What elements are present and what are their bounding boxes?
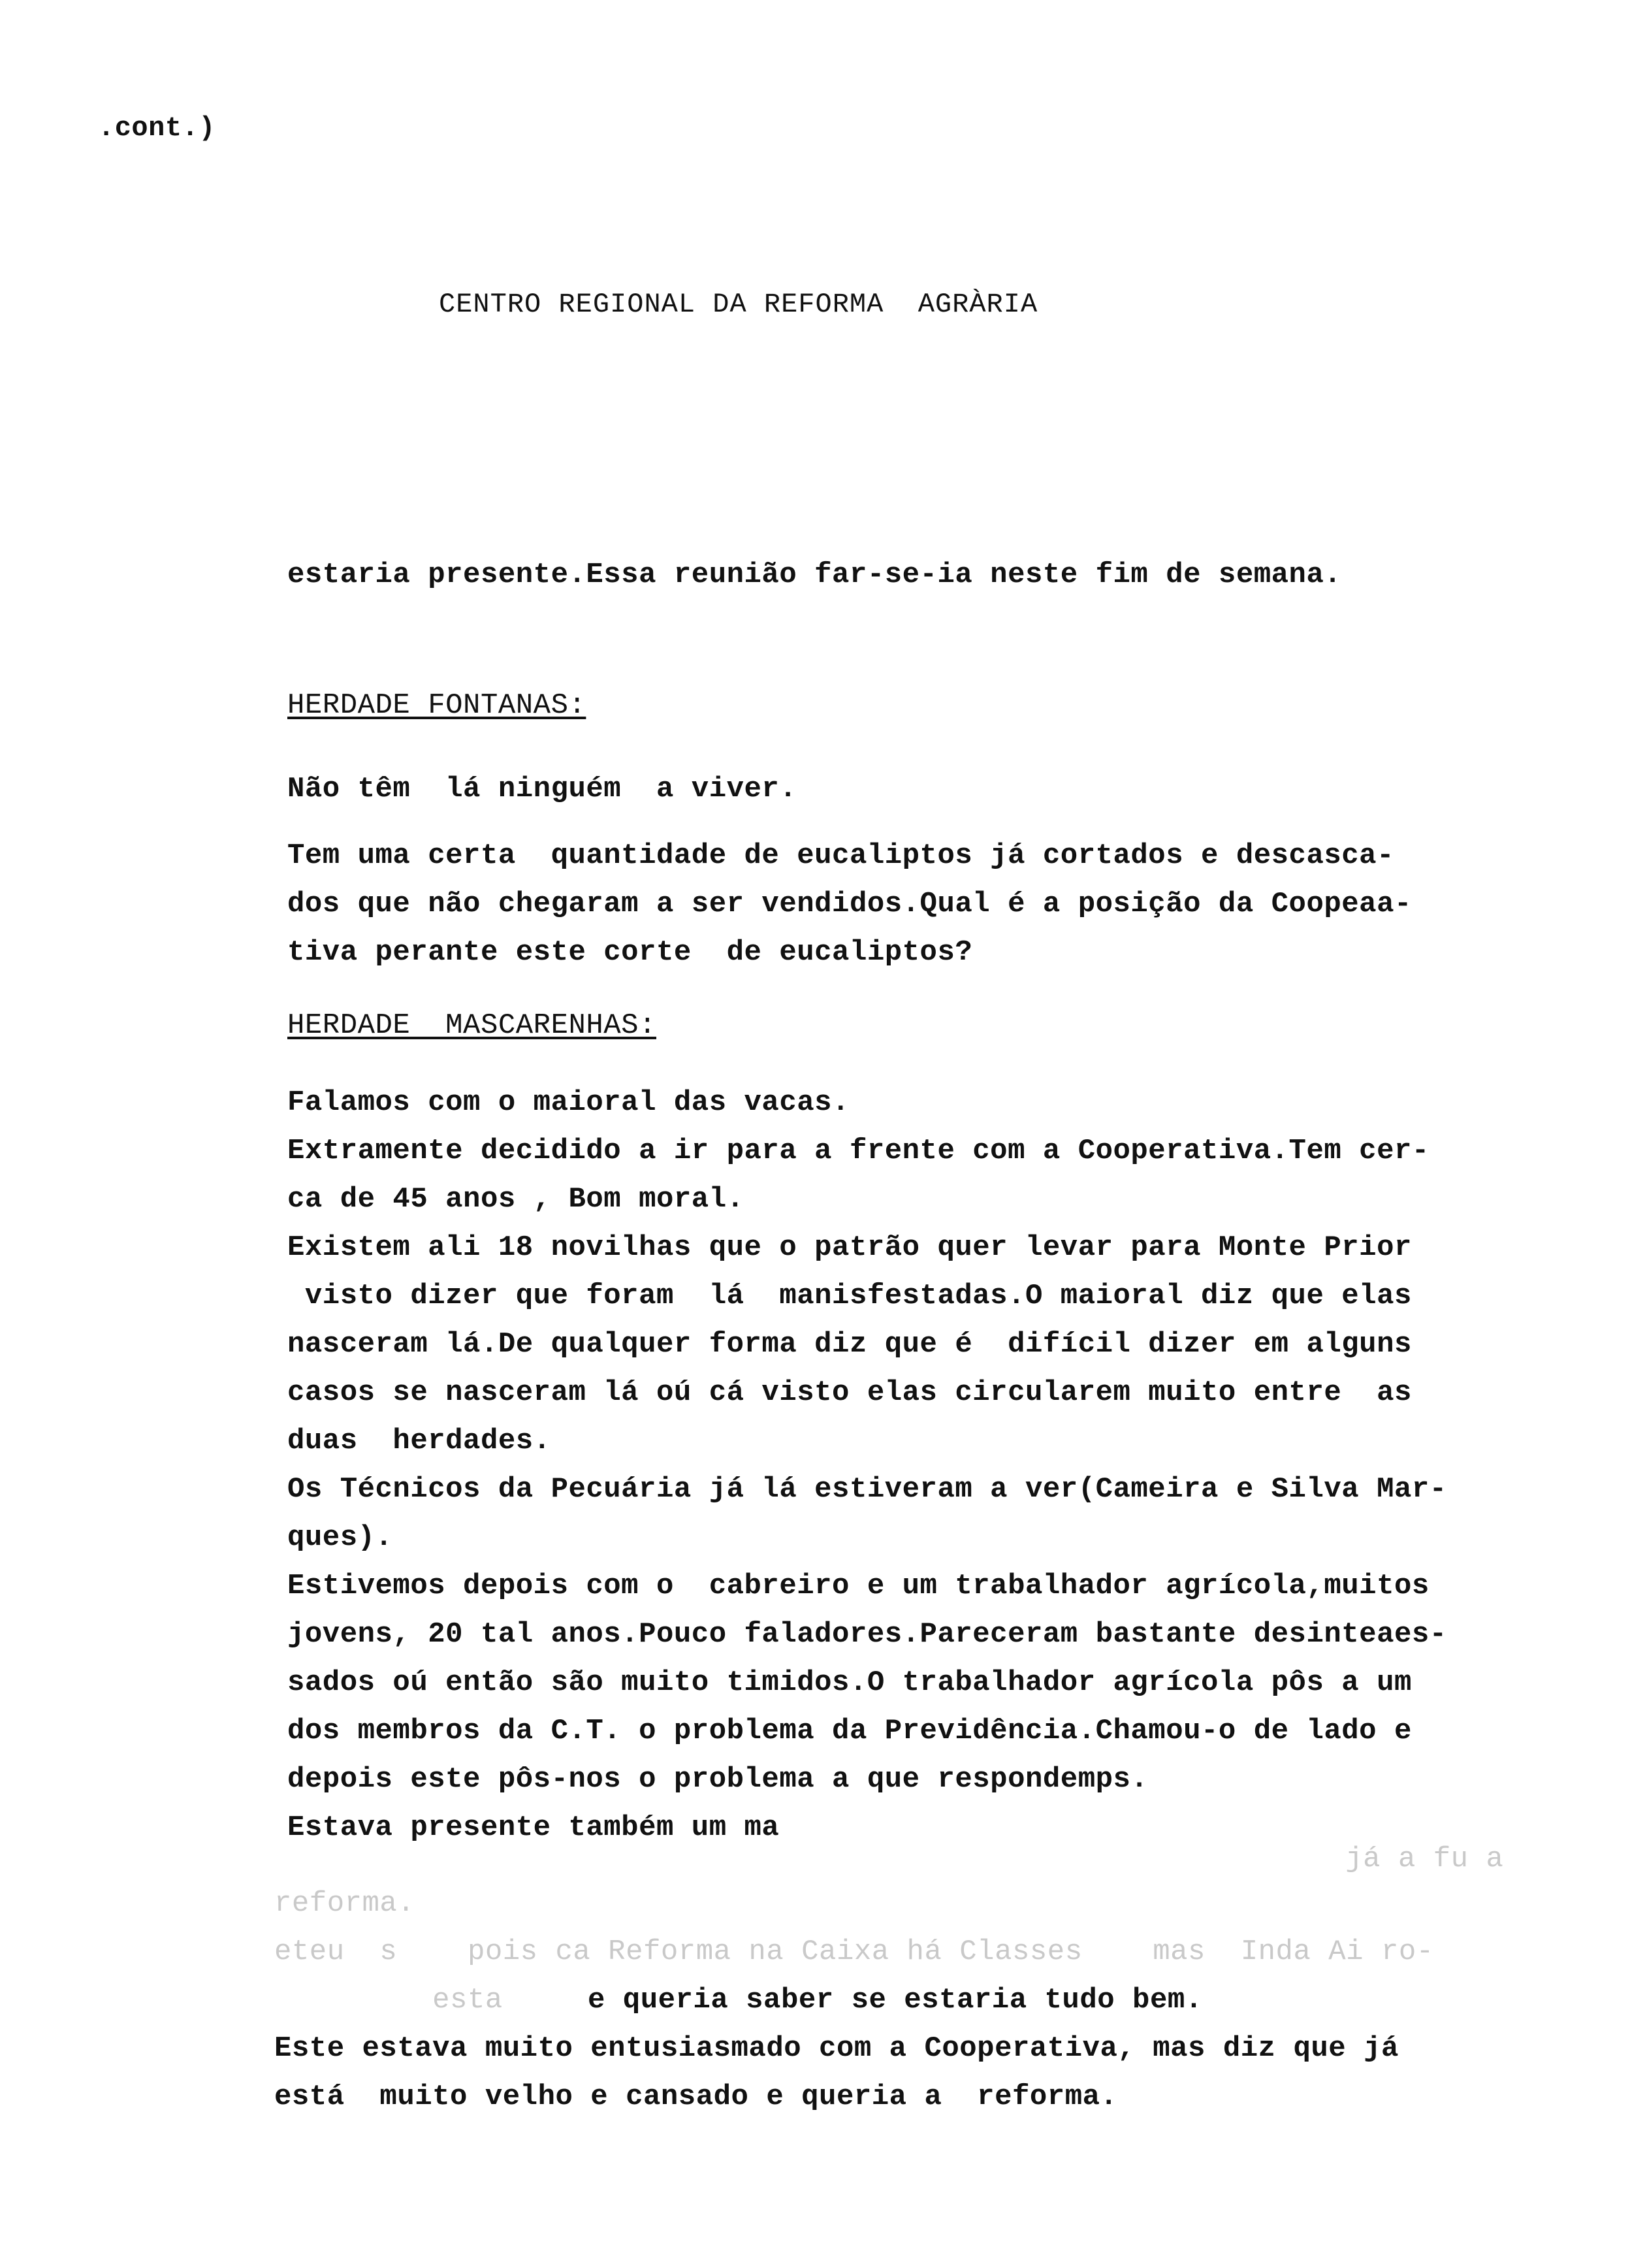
section-heading-fontanas: HERDADE FONTANAS: xyxy=(287,689,586,722)
mascarenhas-line: Estava presente também um ma xyxy=(287,1811,780,1844)
closing-line: e queria saber se estaria tudo bem. xyxy=(588,1984,1203,2017)
fontanas-line: Não têm lá ninguém a viver. xyxy=(287,773,797,805)
section-heading-mascarenhas: HERDADE MASCARENHAS: xyxy=(287,1009,656,1042)
fontanas-line: tiva perante este corte de eucaliptos? xyxy=(287,936,973,969)
mascarenhas-line: duas herdades. xyxy=(287,1425,551,1457)
mascarenhas-line: Existem ali 18 novilhas que o patrão quer levar para Monte Prior xyxy=(287,1231,1412,1264)
mascarenhas-line: Extramente decidido a ir para a frente com a Cooperativa.Tem cer- xyxy=(287,1135,1430,1167)
closing-line: está muito velho e cansado e queria a reforma. xyxy=(274,2081,1118,2113)
intro-line: estaria presente.Essa reunião far-se-ia neste fim de semana. xyxy=(287,559,1342,591)
mascarenhas-line: depois este pôs-nos o problema a que respondemps. xyxy=(287,1763,1149,1796)
faded-text-line: eteu s pois ca Reforma na Caixa há Classes mas Inda Ai ro- xyxy=(274,1936,1434,1968)
mascarenhas-line: Falamos com o maioral das vacas. xyxy=(287,1086,850,1119)
mascarenhas-line: ques). xyxy=(287,1521,393,1554)
mascarenhas-line: Os Técnicos da Pecuária já lá estiveram a ver(Cameira e Silva Mar- xyxy=(287,1473,1447,1506)
closing-line: Este estava muito entusiasmado com a Cooperativa, mas diz que já xyxy=(274,2032,1399,2065)
mascarenhas-line: sados oú então são muito timidos.O trabalhador agrícola pôs a um xyxy=(287,1666,1412,1699)
fontanas-line: dos que não chegaram a ser vendidos.Qual é a posição da Coopeaa- xyxy=(287,888,1412,920)
faded-text-line: esta xyxy=(274,1984,503,2017)
mascarenhas-line: dos membros da C.T. o problema da Previdência.Chamou-o de lado e xyxy=(287,1715,1412,1747)
mascarenhas-line: jovens, 20 tal anos.Pouco faladores.Pareceram bastante desinteaes- xyxy=(287,1618,1447,1651)
mascarenhas-line: Estivemos depois com o cabreiro e um trabalhador agrícola,muitos xyxy=(287,1570,1430,1602)
continuation-marker: .cont.) xyxy=(98,112,216,144)
document-header: CENTRO REGIONAL DA REFORMA AGRÀRIA xyxy=(439,289,1038,320)
mascarenhas-line: ca de 45 anos , Bom moral. xyxy=(287,1183,744,1216)
mascarenhas-line: visto dizer que foram lá manisfestadas.O maioral diz que elas xyxy=(287,1280,1412,1312)
fontanas-line: Tem uma certa quantidade de eucaliptos já cortados e descasca- xyxy=(287,839,1394,872)
faded-text-line: reforma. xyxy=(274,1887,415,1920)
faded-text-line: já a fu a xyxy=(836,1843,1504,1875)
mascarenhas-line: casos se nasceram lá oú cá visto elas circularem muito entre as xyxy=(287,1376,1412,1409)
mascarenhas-line: nasceram lá.De qualquer forma diz que é difícil dizer em alguns xyxy=(287,1328,1412,1361)
